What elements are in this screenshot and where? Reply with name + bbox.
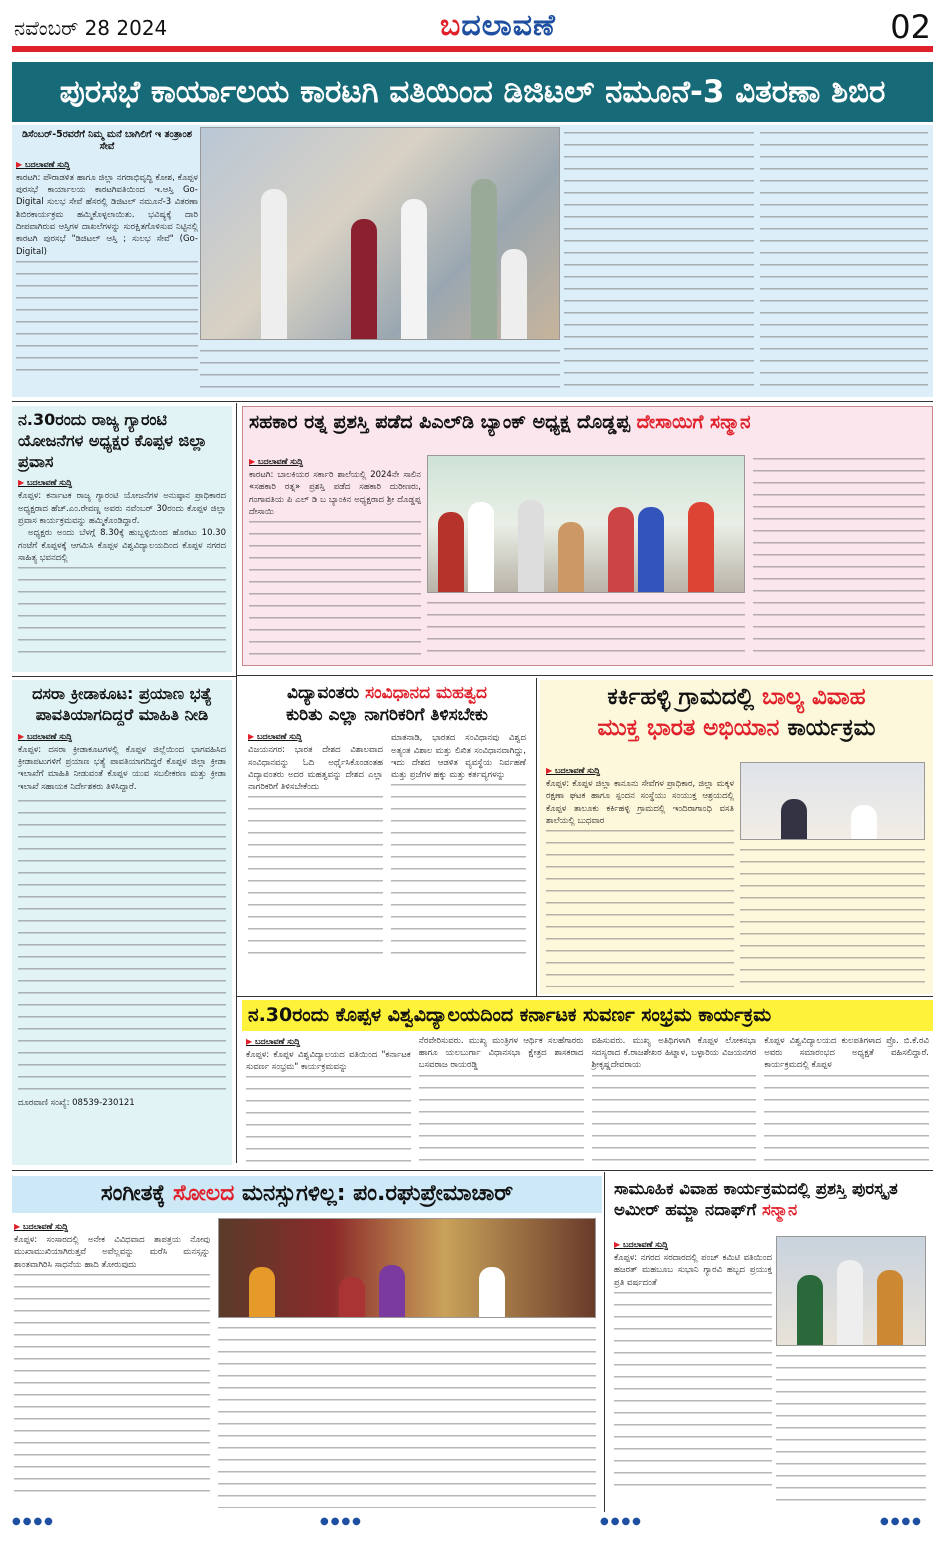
- headline-red: ದೇಸಾಯಿಗೆ ಸನ್ಮಾನ: [636, 411, 751, 433]
- article-sahakara: [242, 406, 933, 666]
- article-suvarna: [242, 1000, 933, 1165]
- headline-red: ಸಂವಿಧಾನದ ಮಹತ್ವದ: [365, 683, 487, 703]
- headline-red: ಮುಕ್ತ ಭಾರತ ಅಭಿಯಾನ: [597, 715, 780, 742]
- article-digital: [12, 125, 933, 397]
- article-text: ವಿಜಯನಗರ: ಭಾರತ ದೇಶದ ವಿಶಾಲವಾದ ಸಂವಿಧಾನವನ್ನು ಓದಿ ಅರ್ಥೈಸಿಕೊಂಡಂತಹ ವಿದ್ಯಾವಂತರು ಅದರ ಮಹತ್ವವನ್ನು ದೇಶದ ಎಲ್ಲಾ ನಾಗರಿಕರಿಗೆ ತಿಳಿಸಬೇಕೆಂದು: [248, 745, 383, 793]
- article-photo: [218, 1218, 596, 1318]
- article-subhead: ಡಿಸೆಂಬರ್-5ರವರೆಗೆ ನಿಮ್ಮ ಮನೆ ಬಾಗಿಲಿಗೆ ಇ ತಂತ್ರಾಂಶ ಸೇವೆ: [22, 129, 192, 153]
- footer-dots: ●●●●: [600, 1516, 643, 1527]
- byline: ▶ ಬದಲಾವಣೆ ಸುದ್ದಿ: [614, 1240, 772, 1250]
- article-dasara: [12, 680, 232, 1165]
- headline-black: ಕರ್ಕಿಹಳ್ಳಿ ಗ್ರಾಮದಲ್ಲಿ: [607, 684, 755, 710]
- headline-black: ಕುರಿತು ಎಲ್ಲಾ ನಾಗರಿಕರಿಗೆ ತಿಳಿಸಬೇಕು: [286, 705, 488, 726]
- article-text: ಅಧ್ಯಕ್ಷರು ಅಂದು ಬೆಳಗ್ಗೆ 8.30ಕ್ಕೆ ಹುಬ್ಬಳ್ಳಿಯಿಂದ ಹೊರಟು 10.30 ಗಂಟೆಗೆ ಕೊಪ್ಪಳಕ್ಕೆ ಆಗಮಿಸಿ ಕೊಪ್ಪಳ ವಿಶ್ವವಿದ್ಯಾಲಯದಿಂದ ಕೊಪ್ಪಳ ನಗರದ ಸಾಹಿತ್ಯ ಭವನದಲ್ಲಿ: [18, 528, 226, 563]
- article-text: ಕೊಪ್ಪಳ ವಿಶ್ವವಿದ್ಯಾಲಯದ ಕುಲಪತಿಗಳಾದ ಪ್ರೊ. ಬಿ.ಕೆ.ರವಿ ಅವರು ಸಮಾರಂಭದ ಅಧ್ಯಕ್ಷತೆ ವಹಿಸಲಿದ್ದಾರೆ. ಕಾರ್ಯಕ್ರಮದಲ್ಲಿ ಕೊಪ್ಪಳ: [764, 1035, 929, 1071]
- page-number: 02: [890, 8, 931, 46]
- contact-number: ದೂರವಾಣಿ ಸಂಖ್ಯೆ: 08539-230121: [18, 1097, 135, 1108]
- article-guarantee: [12, 406, 232, 672]
- article-headline: [248, 682, 526, 726]
- byline: ▶ ಬದಲಾವಣೆ ಸುದ್ದಿ: [18, 732, 226, 742]
- footer-dots: ●●●●: [880, 1516, 923, 1527]
- headline-red: ಸನ್ಮಾನ: [761, 1200, 798, 1220]
- article-text: ಮಾತನಾಡಿ, ಭಾರತದ ಸಂವಿಧಾನವು ವಿಶ್ವದ ಅತ್ಯಂತ ವಿಶಾಲ ಮತ್ತು ಲಿಖಿತ ಸಂವಿಧಾನವಾಗಿದ್ದು, ಇದು ದೇಶದ ಆಡಳಿತ ವ್ಯವಸ್ಥೆಯ ನಿರ್ವಹಣೆ ಮತ್ತು ಪ್ರಜೆಗಳ ಹಕ್ಕು ಮತ್ತು ಕರ್ತವ್ಯಗಳನ್ನು: [391, 733, 526, 781]
- logo-part1: ಬ: [440, 8, 462, 43]
- header-rule: [12, 46, 933, 52]
- article-headline: ನ.30ರಂದು ಕೊಪ್ಪಳ ವಿಶ್ವವಿದ್ಯಾಲಯದಿಂದ ಕರ್ನಾಟಕ ಸುವರ್ಣ ಸಂಭ್ರಮ ಕಾರ್ಯಕ್ರಮ: [242, 1000, 933, 1031]
- byline: ▶ ಬದಲಾವಣೆ ಸುದ್ದಿ: [18, 478, 226, 488]
- article-text: ಕೊಪ್ಪಳ: ಕರ್ನಾಟಕ ರಾಜ್ಯ ಗ್ಯಾರಂಟಿ ಯೋಜನೆಗಳ ಅನುಷ್ಠಾನ ಪ್ರಾಧಿಕಾರದ ಅಧ್ಯಕ್ಷರಾದ ಹೆಚ್.ಎಂ.ರೇವಣ್ಣ ಅವರು ನವೆಂಬರ್ 30ರಂದು ಕೊಪ್ಪಳ ಜಿಲ್ಲಾ ಪ್ರವಾಸ ಕಾರ್ಯಕ್ರಮವನ್ನು ಹಮ್ಮಿಕೊಂಡಿದ್ದಾರೆ.: [18, 491, 226, 527]
- newspaper-logo: [440, 8, 556, 43]
- article-samuhika: [608, 1176, 933, 1511]
- article-text: ಕೊಪ್ಪಳ: ಕೊಪ್ಪಳ ವಿಶ್ವವಿದ್ಯಾಲಯದ ವತಿಯಿಂದ "ಕರ್ನಾಟಕ ಸುವರ್ಣ ಸಂಭ್ರಮ" ಕಾರ್ಯಕ್ರಮವನ್ನು: [246, 1049, 411, 1072]
- headline-black: ಕಾರ್ಯಕ್ರಮ: [787, 715, 876, 742]
- logo-part2: ದಲಾವಣೆ: [461, 8, 556, 43]
- headline-black: ಮನಸ್ಸುಗಳಿಲ್ಲ: ಪಂ.ರಘುಪ್ರೇಮಾಚಾರ್: [242, 1181, 514, 1206]
- article-sangeeta: [12, 1176, 602, 1511]
- article-text: ವಹಿಸುವರು. ಮುಖ್ಯ ಅತಿಥಿಗಳಾಗಿ ಕೊಪ್ಪಳ ಲೋಕಸಭಾ ಸದಸ್ಯರಾದ ಕೆ.ರಾಜಶೇಖರ ಹಿಟ್ನಾಳ, ಬಳ್ಳಾರಿಯ ವಿಜಯನಗರ ಶ್ರೀಕೃಷ್ಣದೇವರಾಯ: [591, 1035, 757, 1071]
- article-text: ಕೊಪ್ಪಳ: ದಸರಾ ಕ್ರೀಡಾಕೂಟಗಳಲ್ಲಿ ಕೊಪ್ಪಳ ಜಿಲ್ಲೆಯಿಂದ ಭಾಗವಹಿಸಿದ ಕ್ರೀಡಾಪಟುಗಳಿಗೆ ಪ್ರಯಾಣ ಭತ್ಯೆ ಪಾವತಿಯಾಗದಿದ್ದರೆ ಕೊಪ್ಪಳ ಜಿಲ್ಲಾ ಕ್ರೀಡಾ ಇಲಾಖೆಗೆ ಮಾಹಿತಿ ನೀಡುವಂತೆ ಕೊಪ್ಪಳ ಯುವ ಸಬಲೀಕರಣ ಮತ್ತು ಕ್ರೀಡಾ ಇಲಾಖೆ ಸಹಾಯಕ ನಿರ್ದೇಶಕರು ತಿಳಿಸಿದ್ದಾರೆ.: [18, 744, 226, 792]
- article-photo: [776, 1236, 926, 1346]
- issue-date: ನವೆಂಬರ್ 28 2024: [14, 16, 168, 40]
- article-text: ನೆರವೇರಿಸುವರು. ಮುಖ್ಯ ಮಂತ್ರಿಗಳ ಆರ್ಥಿಕ ಸಲಹೆಗಾರರು ಹಾಗೂ ಯಲಬುರ್ಗಾ ವಿಧಾನಸಭಾ ಕ್ಷೇತ್ರದ ಶಾಸಕರಾದ ಬಸವರಾಜ ರಾಯರಡ್ಡಿ: [418, 1035, 584, 1071]
- byline: ▶ ಬದಲಾವಣೆ ಸುದ್ದಿ: [16, 160, 198, 170]
- article-photo: [200, 127, 560, 340]
- footer-dots: ●●●●: [12, 1516, 55, 1527]
- article-headline: [614, 1178, 927, 1221]
- article-headline: [249, 410, 926, 435]
- article-text: ಕೊಪ್ಪಳ: ಸಂಸಾರದಲ್ಲಿ ಅನೇಕ ವಿವಿಧವಾದ ತಾಪತ್ರಯ ನೋವು ಮುಖಾಮುಖಿಯಾಗಿರುತ್ತವೆ ಅವೆಲ್ಲವನ್ನು ಮರೆಸಿ ಮನಸ್ಸನ್ನು ಶಾಂತವಾಗಿರಿಸಿ ಸಾಧನೆಯ ಹಾದಿ ತೋರುವುದು: [14, 1235, 210, 1270]
- article-text: ಕಾರಟಗಿ: ಪೌರಾಡಳಿತ ಹಾಗೂ ಜಿಲ್ಲಾ ನಗರಾಭಿವೃದ್ಧಿ ಕೋಶ, ಕೊಪ್ಪಳ ಪುರಸಭೆ ಕಾರ್ಯಾಲಯ ಕಾರಟಗಿವತಿಯಿಂದ ಇ.ಆಸ್ತಿ Go-Digital ಸುಲಭ ಸೇವೆ ಹೆಸರಲ್ಲಿ ಡಿಜಿಟಲ್ ನಮೂನೆ-3 ವಿತರಣಾ ಶಿಬಿರಕಾರ್ಯಕ್ರಮ ಹಮ್ಮಿಕೊಳ್ಳಲಾಯಿತು. ಭವಿಷ್ಯಕ್ಕೆ ದಾರಿ ದೀಪವಾಗಿರುವ ಆಸ್ತಿಗಳ ದಾಖಲೆಗಳನ್ನು ಸುರಕ್ಷಿತಗೊಳಿಸುವ ನಿಟ್ಟಿನಲ್ಲಿ ಕಾರಟಗಿ ಪುರಸಭೆ "ಡಿಜಿಟಲ್ ಆಸ್ತಿ ; ಸುಲಭ ಸೇವೆ" (Go-Digital): [16, 172, 198, 257]
- article-headline: ನ.30ರಂದು ರಾಜ್ಯ ಗ್ಯಾರಂಟಿ ಯೋಜನೆಗಳ ಅಧ್ಯಕ್ಷರ ಕೊಪ್ಪಳ ಜಿಲ್ಲಾ ಪ್ರವಾಸ: [18, 410, 208, 471]
- article-text: ಕಾರಟಗಿ: ಬಾಲಕಿಯರ ಸರ್ಕಾರಿ ಶಾಲೆಯಲ್ಲಿ 2024ನೇ ಸಾಲಿನ «ಸಹಕಾರಿ ರತ್ನ» ಪ್ರಶಸ್ತಿ ಪಡೆದ ಸಹಕಾರಿ ದುರೀಣರು, ಗಂಗಾವತಿಯ ಪಿ ಎಲ್ ಡಿ ಬ ಬ್ಯಾಂಕಿನ ಅಧ್ಯಕ್ಷರಾದ ಶ್ರೀ ದೊಡ್ಡಪ್ಪ ದೇಸಾಯಿ: [249, 470, 421, 517]
- headline-black: ಸಾಮೂಹಿಕ ವಿವಾಹ ಕಾರ್ಯಕ್ರಮದಲ್ಲಿ ಪ್ರಶಸ್ತಿ ಪುರಸ್ಕೃತ ಅಮೀರ್ ಹಮ್ಜಾ ನದಾಫ್‌ಗೆ: [614, 1179, 898, 1220]
- headline-red: ಬಾಲ್ಯ ವಿವಾಹ: [762, 684, 866, 710]
- byline: ▶ ಬದಲಾವಣೆ ಸುದ್ದಿ: [246, 1037, 411, 1047]
- article-text: ಕೊಪ್ಪಳ: ಕೊಪ್ಪಳ ಜಿಲ್ಲಾ ಕಾನೂನು ಸೇವೆಗಳ ಪ್ರಾಧಿಕಾರ, ಜಿಲ್ಲಾ ಮಕ್ಕಳ ರಕ್ಷಣಾ ಘಟಕ ಹಾಗೂ ಸ್ಪಂದನ ಸಂಸ್ಥೆಯು ಸಂಯುಕ್ತ ಆಶ್ರಯದಲ್ಲಿ ಕೊಪ್ಪಳ ತಾಲೂಕು ಕರ್ಕಿಹಳ್ಳಿ ಗ್ರಾಮದಲ್ಲಿ ಇಂದಿರಾಗಾಂಧಿ ವಸತಿ ಶಾಲೆಯಲ್ಲಿ ಬುಧವಾರ: [546, 779, 734, 826]
- footer-dots: ●●●●: [320, 1516, 363, 1527]
- article-headline: [12, 1176, 602, 1213]
- article-photo: [740, 762, 925, 840]
- article-text: ಕೊಪ್ಪಳ: ನಗರದ ಸರದಾರದಲ್ಲಿ ಪಂಚ್ ಕಮಿಟಿ ವತಿಯಿಂದ ಹಜರತ್ ಮಹಬೂಬ ಸುಭಾನಿ ಗ್ಯಾರವಿ ಹಬ್ಬದ ಪ್ರಯುಕ್ತ ಪ್ರತಿ ವರ್ಷದಂತೆ: [614, 1253, 772, 1288]
- byline: ▶ ಬದಲಾವಣೆ ಸುದ್ದಿ: [248, 732, 383, 742]
- byline: ▶ ಬದಲಾವಣೆ ಸುದ್ದಿ: [14, 1222, 210, 1232]
- headline-black: ವಿದ್ಯಾವಂತರು: [287, 683, 360, 703]
- byline: ▶ ಬದಲಾವಣೆ ಸುದ್ದಿ: [546, 766, 734, 776]
- article-headline: ದಸರಾ ಕ್ರೀಡಾಕೂಟ: ಪ್ರಯಾಣ ಭತ್ಯೆ ಪಾವತಿಯಾಗದಿದ್ದರೆ ಮಾಹಿತಿ ನೀಡಿ: [32, 684, 212, 724]
- article-samvidhana: [242, 680, 532, 994]
- lead-headline: ಪುರಸಭೆ ಕಾರ್ಯಾಲಯ ಕಾರಟಗಿ ವತಿಯಿಂದ ಡಿಜಿಟಲ್ ನಮೂನೆ-3 ವಿತರಣಾ ಶಿಬಿರ: [12, 62, 933, 122]
- headline-black: ಸಂಗೀತಕ್ಕೆ: [100, 1181, 166, 1206]
- headline-black: ಸಹಕಾರ ರತ್ನ ಪ್ರಶಸ್ತಿ ಪಡೆದ ಪಿಎಲ್‌ಡಿ ಬ್ಯಾಂಕ್ ಅಧ್ಯಕ್ಷ ದೊಡ್ಡಪ್ಪ: [249, 411, 631, 433]
- byline: ▶ ಬದಲಾವಣೆ ಸುದ್ದಿ: [249, 457, 421, 467]
- headline-red: ಸೋಲದ: [172, 1181, 235, 1206]
- article-karkihalli: [540, 680, 933, 994]
- article-photo: [427, 455, 745, 593]
- article-headline: [546, 682, 927, 744]
